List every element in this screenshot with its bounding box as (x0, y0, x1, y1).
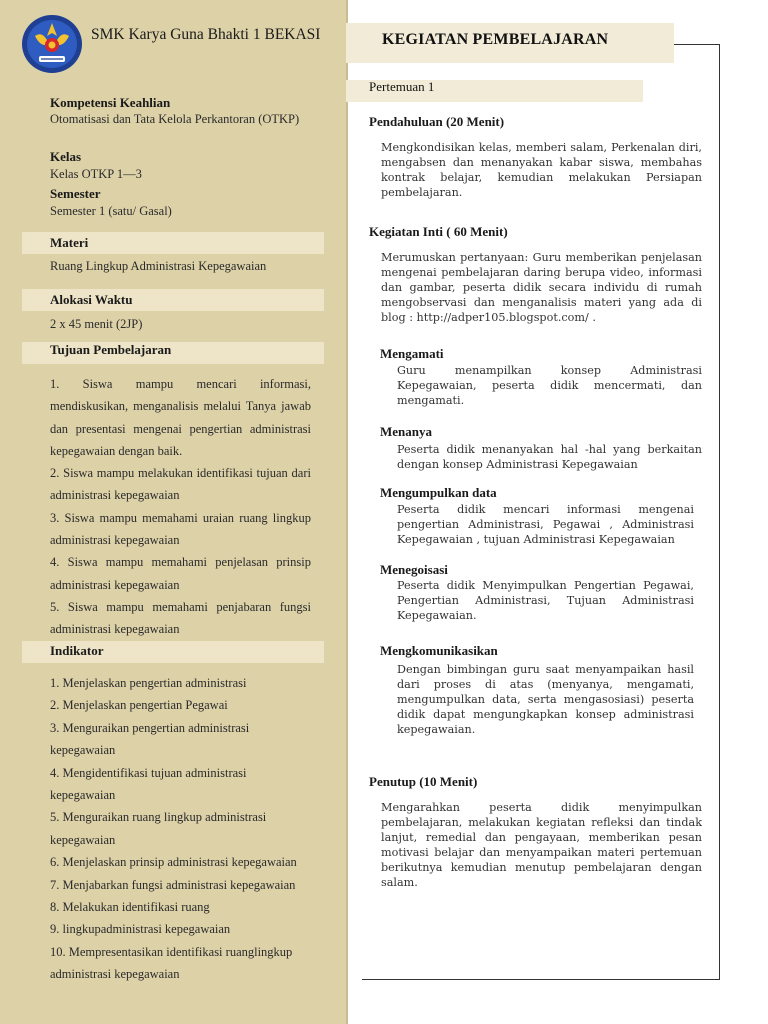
list-item: 3. Siswa mampu memahami uraian ruang lingkup administrasi kepegawaian (50, 510, 311, 548)
inti-heading: Kegiatan Inti ( 60 Menit) (369, 224, 508, 239)
kelas-value: Kelas OTKP 1—3 (50, 167, 142, 181)
list-item: 10. Mempresentasikan identifikasi ruanglingkup administrasi kepegawaian (50, 944, 293, 982)
pendahuluan-heading: Pendahuluan (20 Menit) (369, 114, 505, 129)
alokasi-band (22, 289, 324, 311)
list-item: 3. Menguraikan pengertian administrasi kepegawaian (50, 720, 250, 758)
list-item: 1. Menjelaskan pengertian administrasi (50, 676, 247, 690)
menegoisasi-text: Peserta didik Menyimpulkan Pengertian Pegawai, Pengertian Administrasi, Tujuan Administrasi Kepegawaian. (397, 579, 694, 622)
semester-value: Semester 1 (satu/ Gasal) (50, 204, 172, 218)
menanya-text: Peserta didik menanyakan hal -hal yang berkaitan dengan konsep Administrasi Kepegawaian (397, 443, 702, 471)
tujuan-band (22, 342, 324, 364)
tujuan-list (50, 373, 311, 641)
indikator-list (50, 672, 340, 986)
mengumpulkan-heading: Mengumpulkan data (380, 485, 497, 500)
materi-label: Materi (50, 235, 89, 250)
list-item: 7. Menjabarkan fungsi administrasi kepegawaian (50, 877, 296, 892)
menegoisasi-heading: Menegoisasi (380, 562, 448, 577)
pendahuluan-text: Mengkondisikan kelas, memberi salam, Perkenalan diri, mengabsen dan menanyakan kabar siswa, membahas kontrak belajar, kemudian melakukan Persiapan pembelajaran. (381, 141, 702, 199)
indikator-label: Indikator (50, 643, 104, 658)
mengamati-heading: Mengamati (380, 346, 444, 361)
school-name: SMK Karya Guna Bhakti 1 BEKASI (91, 26, 321, 43)
menanya-heading: Menanya (380, 424, 432, 439)
mengkomunikasikan-text: Dengan bimbingan guru saat menyampaikan hasil dari proses di atas (menyanya, mengamati, mengumpulkan data, serta mengasosiasi) peserta didik dapat mengungkapkan konsep administrasi kepegawaian. (397, 663, 694, 736)
list-item: 4. Siswa mampu memahami penjelasan prinsip administrasi kepegawaian (50, 555, 311, 592)
alokasi-value: 2 x 45 menit (2JP) (50, 317, 143, 331)
list-item: 4. Mengidentifikasi tujuan administrasi kepegawaian (50, 765, 247, 803)
list-item: 6. Menjelaskan prinsip administrasi kepegawaian (50, 855, 297, 870)
indikator-band (22, 641, 324, 663)
list-item: 9. lingkupadministrasi kepegawaian (50, 922, 231, 937)
mengumpulkan-text: Peserta didik mencari informasi mengenai pengertian Administrasi, Pegawai , Administrasi Kepegawaian , tujuan Administrasi Kepegawaian (397, 503, 694, 546)
kelas-label: Kelas (50, 149, 82, 164)
penutup-text: Mengarahkan peserta didik menyimpulkan pembelajaran, melakukan kegiatan refleksi dan tindak lanjut, remedial dan pengayaan, memberikan pesan motivasi belajar dan menyampaikan materi pertemuan berikutnya kemudian menutup pembelajaran dengan salam. (381, 801, 702, 889)
list-item: 2. Siswa mampu melakukan identifikasi tujuan dari administrasi kepegawaian (50, 466, 311, 503)
materi-band (22, 232, 324, 254)
penutup-heading: Penutup (10 Menit) (369, 774, 478, 789)
list-item: 1. Siswa mampu mencari informasi, mendiskusikan, menganalisis melalui Tanya jawab dan presentasi mengenai pengertian administrasi kepegawaian dengan baik. (50, 377, 311, 458)
list-item: 8. Melakukan identifikasi ruang (50, 900, 210, 915)
semester-label: Semester (50, 186, 101, 201)
kompetensi-value: Otomatisasi dan Tata Kelola Perkantoran (OTKP) (50, 112, 300, 126)
list-item: 2. Menjelaskan pengertian Pegawai (50, 698, 228, 713)
tujuan-label: Tujuan Pembelajaran (50, 342, 172, 357)
pertemuan-label: Pertemuan 1 (369, 79, 435, 94)
alokasi-label: Alokasi Waktu (50, 292, 133, 307)
sidebar-divider (346, 0, 348, 1024)
page-title: KEGIATAN PEMBELAJARAN (382, 31, 609, 48)
kompetensi-label: Kompetensi Keahlian (50, 95, 171, 110)
list-item: 5. Siswa mampu memahami penjabaran fungsi administrasi kepegawaian (50, 599, 311, 637)
school-crest-icon (21, 14, 83, 74)
list-item: 5. Menguraikan ruang lingkup administrasi kepegawaian (50, 810, 267, 847)
inti-text: Merumuskan pertanyaan: Guru memberikan penjelasan mengenai pembelajaran daring berupa video, informasi dan gambar, peserta didik secara individu di rumah mengobservasi dan menganalisis materi yang ada di blog : http://adper105.blogspot.com/ . (381, 251, 702, 324)
materi-value: Ruang Lingkup Administrasi Kepegawaian (50, 259, 267, 273)
mengamati-text: Guru menampilkan konsep Administrasi Kepegawaian, peserta didik mencermati, dan mengamati. (397, 364, 702, 407)
mengkomunikasikan-heading: Mengkomunikasikan (380, 643, 498, 658)
